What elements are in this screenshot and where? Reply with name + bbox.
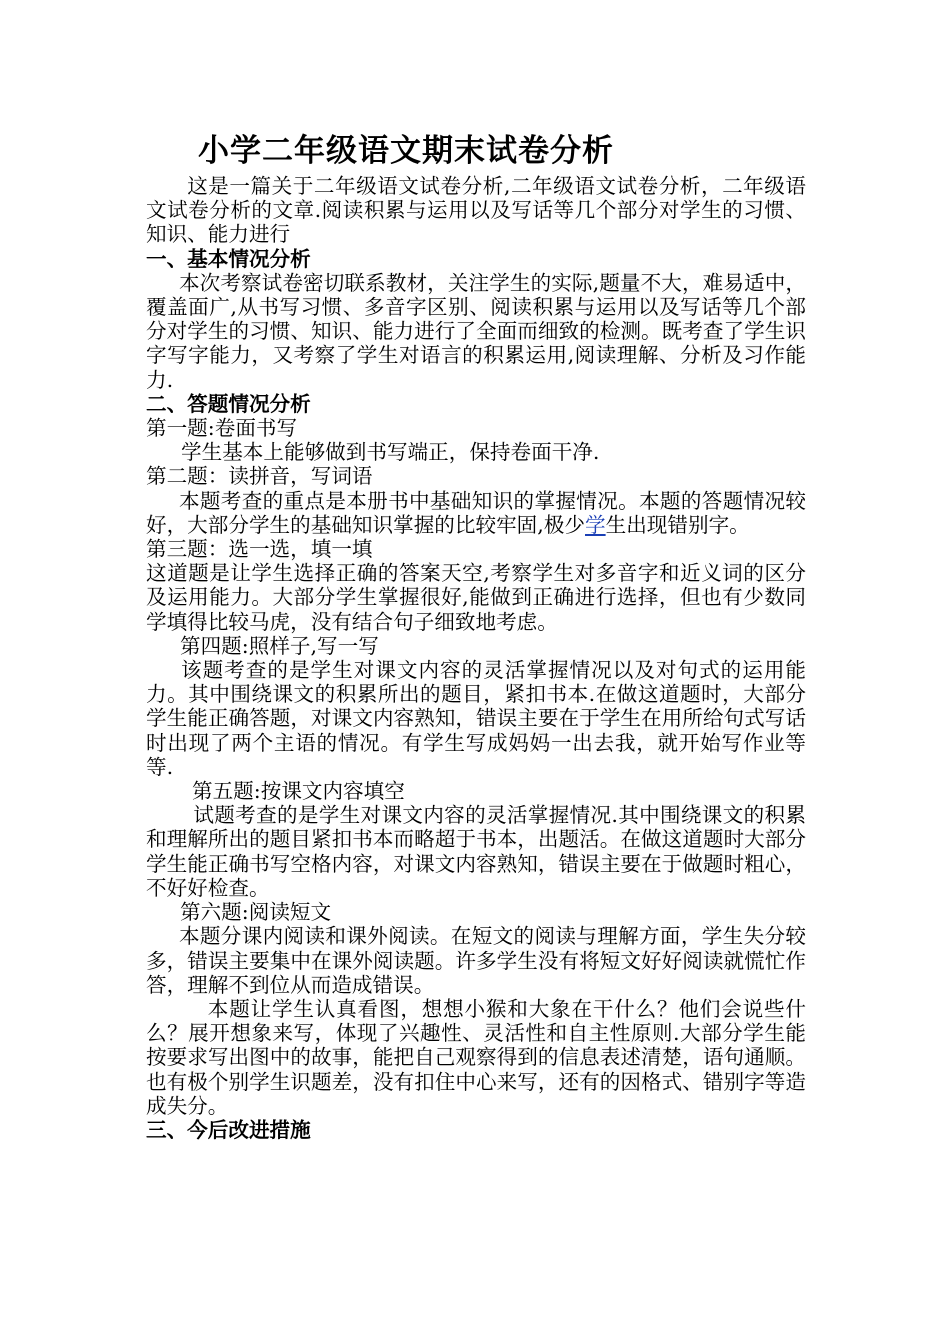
q1-title: 第一题:卷面书写 bbox=[146, 416, 298, 441]
section-heading-improvement: 三、今后改进措施 bbox=[146, 1117, 311, 1142]
section-heading-answers: 二、答题情况分析 bbox=[146, 391, 311, 416]
page-title: 小学二年级语文期末试卷分析 bbox=[198, 133, 614, 169]
q5-title: 第五题:按课文内容填空 bbox=[192, 779, 405, 804]
q3-paragraph: 这道题是让学生选择正确的答案天空,考察学生对多音字和近义词的区分及运用能力。大部分学生掌握很好,能做到正确进行选择，但也有少数同学填得比较马虎，没有结合句子细致地考虑。 bbox=[146, 561, 806, 634]
basic-analysis-paragraph: 本次考察试卷密切联系教材，关注学生的实际,题量不大，难易适中，覆盖面广,从书写习惯、多音字区别、阅读积累与运用以及写话等几个部分对学生的习惯、知识、能力进行了全面而细致的检测。既考查了学生识字写字能力，又考察了学生对语言的积累运用,阅读理解、分析及习作能力. bbox=[146, 270, 806, 392]
q4-paragraph: 该题考查的是学生对课文内容的灵活掌握情况以及对句式的运用能力。其中围绕课文的积累所出的题目，紧扣书本.在做这道题时，大部分学生能正确答题，对课文内容熟知，错误主要在于学生在用所给句式写话时出现了两个主语的情况。有学生写成妈妈一出去我，就开始写作业等等. bbox=[146, 658, 806, 779]
q2-text-b: 生出现错别字。 bbox=[605, 512, 750, 537]
q5-paragraph: 试题考查的是学生对课文内容的灵活掌握情况.其中围绕课文的积累和理解所出的题目紧扣书本而略超于书本，出题活。在做这道题时大部分学生能正确书写空格内容，对课文内容熟知，错误主要在于做题时粗心，不好好检查。 bbox=[146, 803, 806, 900]
q1-paragraph: 学生基本上能够做到书写端正，保持卷面干净. bbox=[181, 440, 600, 465]
q2-paragraph bbox=[146, 489, 806, 537]
q7-paragraph: 本题让学生认真看图，想想小猴和大象在干什么？他们会说些什么？展开想象来写，体现了兴趣性、灵活性和自主性原则.大部分学生能按要求写出图中的故事，能把自己观察得到的信息表述清楚，语句通顺。也有极个别学生识题差，没有扣住中心来写，还有的因格式、错别字等造成失分。 bbox=[146, 996, 806, 1118]
section-heading-basic: 一、基本情况分析 bbox=[146, 246, 311, 271]
q2-link[interactable]: 学 bbox=[585, 512, 606, 537]
document-page bbox=[146, 128, 806, 1142]
q6-paragraph: 本题分课内阅读和课外阅读。在短文的阅读与理解方面，学生失分较多，错误主要集中在课外阅读题。许多学生没有将短文好好阅读就慌忙作答，理解不到位从而造成错误。 bbox=[146, 924, 806, 997]
q3-title: 第三题：选一选，填一填 bbox=[146, 537, 373, 562]
q6-title: 第六题:阅读短文 bbox=[180, 900, 332, 925]
q2-text-a: 本题考查的重点是本册书中基础知识的掌握情况。本题的答题情况较好，大部分学生的基础知识掌握的比较牢固,极少 bbox=[146, 488, 806, 537]
q4-title: 第四题:照样子,写一写 bbox=[180, 633, 379, 658]
intro-paragraph: 这是一篇关于二年级语文试卷分析,二年级语文试卷分析，二年级语文试卷分析的文章.阅读积累与运用以及写话等几个部分对学生的习惯、知识、能力进行 bbox=[146, 174, 806, 247]
q2-title: 第二题：读拼音，写词语 bbox=[146, 464, 373, 489]
